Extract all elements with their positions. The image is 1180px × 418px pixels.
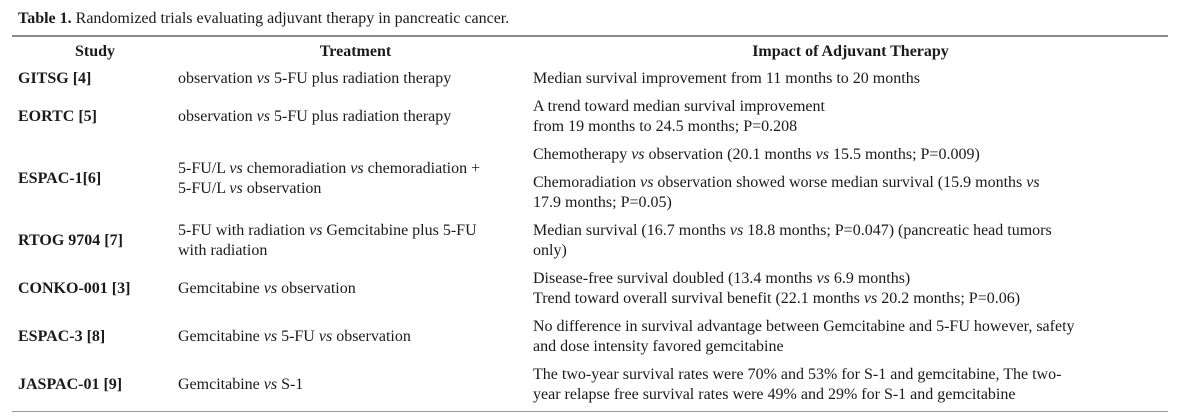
impact-cell: No difference in survival advantage between Gemcitabine and 5-FU however, safety and dose intensity favored gemcitabine (533, 318, 1075, 355)
column-header-treatment: Treatment (319, 43, 392, 60)
treatment-cell: 5-FU/L vs chemoradiation vs chemoradiation + 5-FU/L vs observation (178, 160, 481, 197)
study-cell: EORTC [5] (18, 108, 97, 125)
study-cell: ESPAC-1[6] (18, 170, 102, 187)
table-row-jaspac01 (12, 361, 1168, 409)
study-cell: RTOG 9704 [7] (18, 232, 123, 249)
table-row-conko001 (12, 265, 1168, 313)
impact-cell: Median survival (16.7 months vs 18.8 months; P=0.047) (pancreatic head tumors only) (533, 222, 1052, 259)
table-row-espac3 (12, 313, 1168, 361)
table-caption (12, 6, 1168, 35)
treatment-cell: observation vs 5-FU plus radiation therapy (178, 70, 452, 87)
treatment-cell: Gemcitabine vs 5-FU vs observation (178, 328, 411, 345)
impact-cell: A trend toward median survival improvement from 19 months to 24.5 months; P=0.208 (533, 98, 825, 135)
table-row-eortc (12, 93, 1168, 141)
impact-cell: The two-year survival rates were 70% and 53% for S-1 and gemcitabine, The two- year relapse free survival rates were 49% and 29% for S-1 and gemcitabine (533, 366, 1062, 403)
study-cell: CONKO-001 [3] (18, 280, 131, 297)
table-row-rtog9704 (12, 217, 1168, 265)
table-row-espac1 (12, 141, 1168, 217)
table-bottom-rule (12, 411, 1168, 412)
treatment-cell: Gemcitabine vs S-1 (178, 376, 304, 393)
treatment-cell: observation vs 5-FU plus radiation therapy (178, 108, 452, 125)
column-header-study: Study (74, 43, 116, 60)
study-cell: GITSG [4] (18, 70, 92, 87)
table-header-row (12, 37, 1168, 65)
study-cell: ESPAC-3 [8] (18, 328, 106, 345)
table-caption-text: Randomized trials evaluating adjuvant therapy in pancreatic cancer. (75, 10, 510, 27)
study-cell: JASPAC-01 [9] (18, 376, 123, 393)
impact-cell: Disease-free survival doubled (13.4 months vs 6.9 months) Trend toward overall survival benefit (22.1 months vs 20.2 months; P=0.06) (533, 270, 1021, 307)
impact-cell: Median survival improvement from 11 months to 20 months (533, 70, 920, 87)
treatment-cell: Gemcitabine vs observation (178, 280, 356, 297)
column-header-impact: Impact of Adjuvant Therapy (752, 43, 949, 60)
treatment-cell: 5-FU with radiation vs Gemcitabine plus 5-FU with radiation (178, 222, 477, 259)
table-row-gitsg (12, 65, 1168, 93)
table-caption-label: Table 1. (18, 10, 72, 27)
trials-table (12, 37, 1168, 409)
impact-cell: Chemotherapy vs observation (20.1 months vs 15.5 months; P=0.009) Chemoradiation vs observation showed worse median survival (15.9 months vs 17.9 months; P=0.05) (533, 146, 1040, 211)
